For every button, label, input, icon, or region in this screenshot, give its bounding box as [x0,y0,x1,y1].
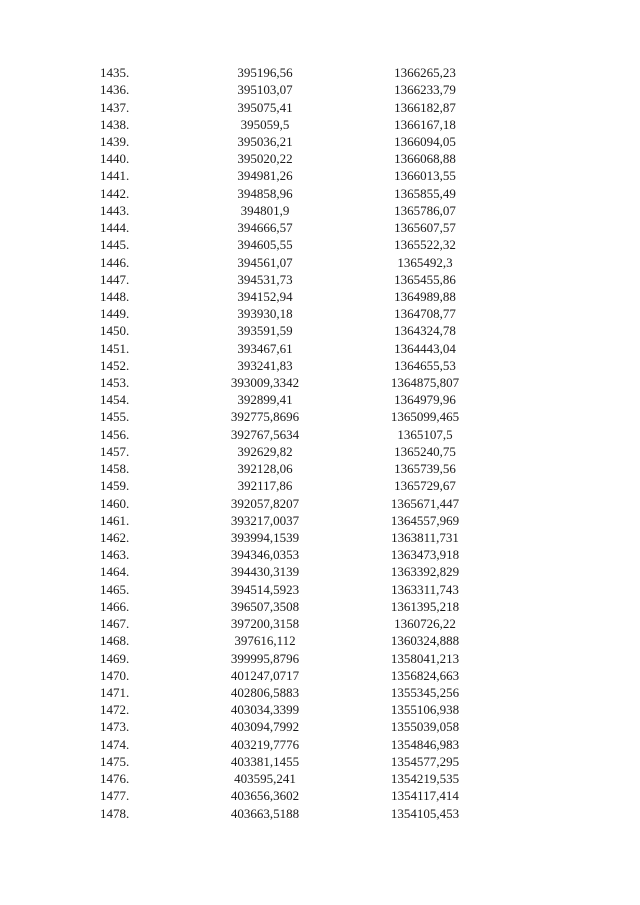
point-number: 1449. [100,306,130,322]
point-number: 1464. [100,564,130,580]
point-number: 1458. [100,461,130,477]
x-coordinate: 397200,3158 [230,616,300,632]
point-number: 1472. [100,702,130,718]
y-coordinate: 1364443,04 [394,340,456,356]
point-number: 1457. [100,443,130,459]
table-row [100,770,490,787]
y-coordinate: 1355345,256 [390,684,460,700]
table-row [100,236,490,253]
x-coordinate: 394561,07 [237,254,293,270]
y-coordinate: 1354105,453 [390,805,460,821]
x-coordinate: 392117,86 [237,478,293,494]
point-number: 1453. [100,375,130,391]
table-row [100,477,490,494]
y-coordinate: 1363311,743 [391,581,459,597]
table-row [100,736,490,753]
table-row [100,408,490,425]
y-coordinate: 1360726,22 [394,616,456,632]
y-coordinate: 1363392,829 [390,564,460,580]
x-coordinate: 403663,5188 [230,805,300,821]
y-coordinate: 1366233,79 [394,82,456,98]
point-number: 1455. [100,409,130,425]
y-coordinate: 1366013,55 [394,168,456,184]
y-coordinate: 1363811,731 [391,530,459,546]
y-coordinate: 1365455,86 [394,271,456,287]
y-coordinate: 1354846,983 [390,736,460,752]
table-row [100,598,490,615]
x-coordinate: 395103,07 [237,82,293,98]
table-row [100,443,490,460]
y-coordinate: 1363473,918 [390,547,460,563]
point-number: 1445. [100,237,130,253]
y-coordinate: 1364989,88 [394,288,456,304]
point-number: 1451. [100,340,130,356]
point-number: 1475. [100,753,130,769]
x-coordinate: 396507,3508 [230,598,300,614]
y-coordinate: 1365522,32 [394,237,456,253]
table-row [100,426,490,443]
point-number: 1442. [100,185,130,201]
point-number: 1476. [100,771,130,787]
table-row [100,512,490,529]
point-number: 1439. [100,133,130,149]
coordinates-table [100,64,490,822]
y-coordinate: 1365240,75 [394,443,456,459]
y-coordinate: 1365607,57 [394,220,456,236]
x-coordinate: 403034,3399 [230,702,300,718]
table-row [100,494,490,511]
point-number: 1465. [100,581,130,597]
point-number: 1474. [100,736,130,752]
y-coordinate: 1360324,888 [390,633,460,649]
y-coordinate: 1366265,23 [394,65,456,81]
table-row [100,357,490,374]
point-number: 1437. [100,99,130,115]
x-coordinate: 392057,8207 [230,495,300,511]
table-row [100,253,490,270]
table-row [100,460,490,477]
point-number: 1443. [100,202,130,218]
coordinates-table-body [100,64,490,822]
table-row [100,219,490,236]
point-number: 1440. [100,151,130,167]
x-coordinate: 402806,5883 [230,684,300,700]
point-number: 1473. [100,719,130,735]
x-coordinate: 392899,41 [237,392,293,408]
point-number: 1438. [100,116,130,132]
point-number: 1471. [100,684,130,700]
table-row [100,150,490,167]
point-number: 1478. [100,805,130,821]
x-coordinate: 394514,5923 [230,581,300,597]
x-coordinate: 403656,3602 [230,788,300,804]
x-coordinate: 395036,21 [237,133,293,149]
y-coordinate: 1366167,18 [394,116,456,132]
table-row [100,271,490,288]
x-coordinate: 393994,1539 [230,530,300,546]
point-number: 1450. [100,323,130,339]
table-row [100,787,490,804]
point-number: 1448. [100,288,130,304]
x-coordinate: 393467,61 [237,340,293,356]
point-number: 1452. [100,357,130,373]
y-coordinate: 1361395,218 [390,598,460,614]
table-row [100,529,490,546]
table-row [100,288,490,305]
table-row [100,701,490,718]
x-coordinate: 403381,1455 [230,753,300,769]
point-number: 1446. [100,254,130,270]
table-row [100,98,490,115]
point-number: 1456. [100,426,130,442]
table-row [100,632,490,649]
table-row [100,546,490,563]
table-row [100,340,490,357]
y-coordinate: 1366094,05 [394,133,456,149]
y-coordinate: 1354219,535 [390,771,460,787]
table-row [100,718,490,735]
y-coordinate: 1354117,414 [391,788,459,804]
x-coordinate: 394346,0353 [230,547,300,563]
point-number: 1460. [100,495,130,511]
table-row [100,804,490,821]
point-number: 1477. [100,788,130,804]
y-coordinate: 1365739,56 [394,461,456,477]
y-coordinate: 1366182,87 [394,99,456,115]
x-coordinate: 395196,56 [237,65,293,81]
x-coordinate: 403219,7776 [230,736,300,752]
table-row [100,64,490,81]
table-row [100,116,490,133]
table-row [100,391,490,408]
x-coordinate: 394430,3139 [230,564,300,580]
y-coordinate: 1364557,969 [390,512,460,528]
x-coordinate: 397616,112 [234,633,296,649]
table-row [100,202,490,219]
y-coordinate: 1365107,5 [397,426,453,442]
x-coordinate: 393241,83 [237,357,293,373]
x-coordinate: 392629,82 [237,443,293,459]
table-row [100,615,490,632]
x-coordinate: 393009,3342 [230,375,300,391]
x-coordinate: 394605,55 [237,237,293,253]
table-row [100,81,490,98]
x-coordinate: 399995,8796 [230,650,300,666]
y-coordinate: 1356824,663 [390,667,460,683]
table-row [100,581,490,598]
point-number: 1447. [100,271,130,287]
table-row [100,684,490,701]
point-number: 1435. [100,65,130,81]
y-coordinate: 1365786,07 [394,202,456,218]
x-coordinate: 393930,18 [237,306,293,322]
x-coordinate: 401247,0717 [230,667,300,683]
x-coordinate: 394531,73 [237,271,293,287]
table-row [100,753,490,770]
y-coordinate: 1365671,447 [390,495,460,511]
x-coordinate: 395020,22 [237,151,293,167]
point-number: 1466. [100,598,130,614]
table-row [100,305,490,322]
y-coordinate: 1364875,807 [390,375,460,391]
table-row [100,167,490,184]
x-coordinate: 392128,06 [237,461,293,477]
x-coordinate: 394981,26 [237,168,293,184]
point-number: 1459. [100,478,130,494]
x-coordinate: 403595,241 [234,771,296,787]
point-number: 1444. [100,220,130,236]
y-coordinate: 1364708,77 [394,306,456,322]
point-number: 1467. [100,616,130,632]
y-coordinate: 1364324,78 [394,323,456,339]
x-coordinate: 395059,5 [240,116,290,132]
x-coordinate: 393217,0037 [230,512,300,528]
x-coordinate: 394858,96 [237,185,293,201]
y-coordinate: 1355106,938 [390,702,460,718]
point-number: 1470. [100,667,130,683]
point-number: 1463. [100,547,130,563]
y-coordinate: 1366068,88 [394,151,456,167]
y-coordinate: 1355039,058 [390,719,460,735]
x-coordinate: 392767,5634 [230,426,300,442]
x-coordinate: 394666,57 [237,220,293,236]
table-row [100,185,490,202]
x-coordinate: 393591,59 [237,323,293,339]
x-coordinate: 394801,9 [240,202,290,218]
x-coordinate: 403094,7992 [230,719,300,735]
point-number: 1468. [100,633,130,649]
point-number: 1469. [100,650,130,666]
y-coordinate: 1365729,67 [394,478,456,494]
x-coordinate: 394152,94 [237,288,293,304]
point-number: 1436. [100,82,130,98]
table-row [100,133,490,150]
y-coordinate: 1365099,465 [390,409,460,425]
y-coordinate: 1354577,295 [390,753,460,769]
point-number: 1454. [100,392,130,408]
table-row [100,649,490,666]
y-coordinate: 1365855,49 [394,185,456,201]
table-row [100,374,490,391]
y-coordinate: 1365492,3 [397,254,453,270]
point-number: 1462. [100,530,130,546]
table-row [100,322,490,339]
point-number: 1461. [100,512,130,528]
point-number: 1441. [100,168,130,184]
table-row [100,563,490,580]
x-coordinate: 395075,41 [237,99,293,115]
y-coordinate: 1364655,53 [394,357,456,373]
y-coordinate: 1364979,96 [394,392,456,408]
y-coordinate: 1358041,213 [390,650,460,666]
table-row [100,667,490,684]
x-coordinate: 392775,8696 [230,409,300,425]
